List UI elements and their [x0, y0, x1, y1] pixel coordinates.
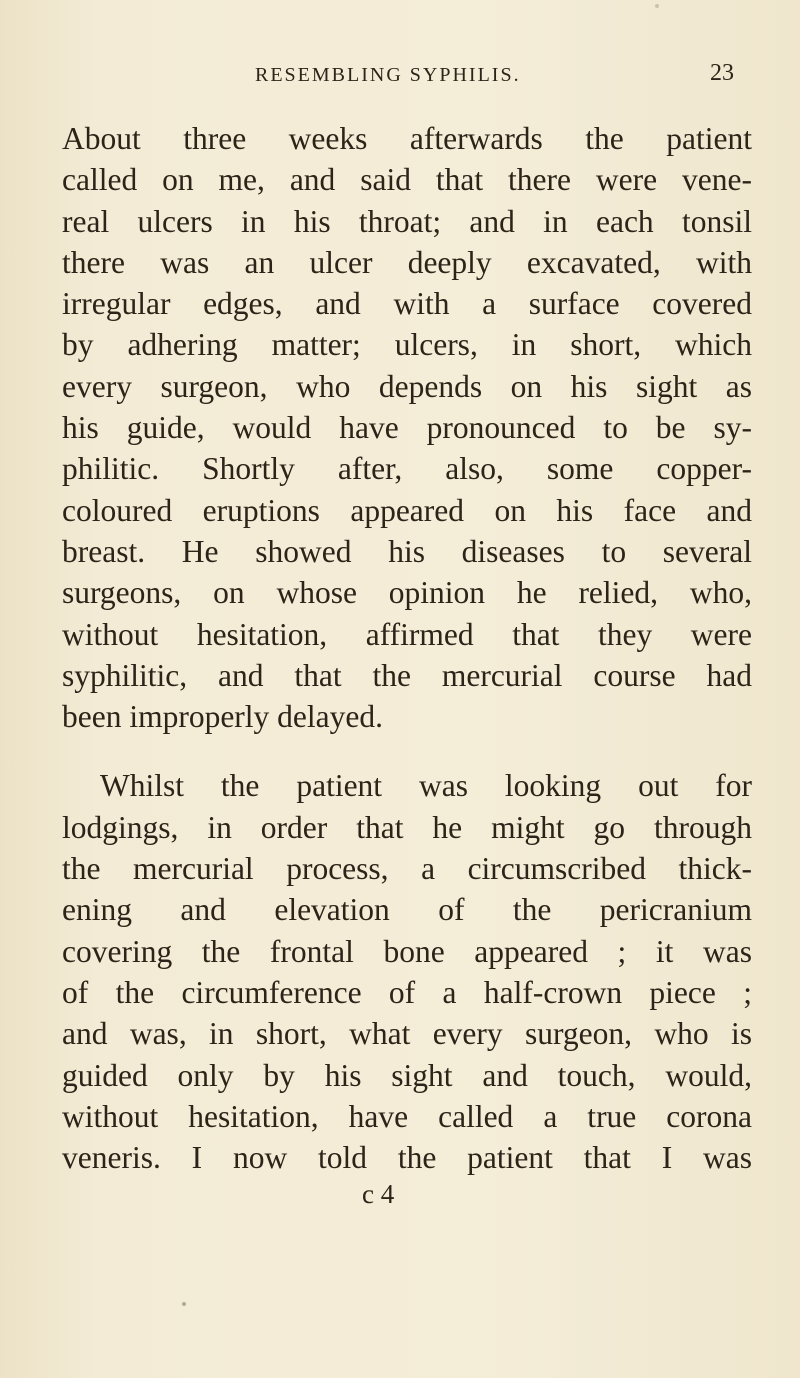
text-line: called on me, and said that there were vene-: [62, 162, 752, 198]
text-line: and was, in short, what every surgeon, who is: [62, 1016, 752, 1052]
paragraph-gap: [62, 737, 752, 765]
text-line: veneris. I now told the patient that I was: [62, 1140, 752, 1176]
text-line: of the circumference of a half-crown piece ;: [62, 974, 752, 1010]
text-line: been improperly delayed.: [62, 699, 383, 735]
paragraph-1: [62, 118, 752, 737]
text-line: ening and elevation of the pericranium: [62, 892, 752, 928]
text-line: by adhering matter; ulcers, in short, which: [62, 327, 752, 363]
text-line: lodgings, in order that he might go through: [62, 809, 752, 845]
signature-mark: c 4: [362, 1179, 395, 1210]
running-head: [0, 60, 800, 100]
text-line: without hesitation, have called a true corona: [62, 1098, 752, 1134]
text-line: Whilst the patient was looking out for: [100, 768, 752, 804]
text-line: every surgeon, who depends on his sight as: [62, 368, 752, 404]
text-line: About three weeks afterwards the patient: [62, 121, 752, 156]
text-line: philitic. Shortly after, also, some copper-: [62, 451, 752, 487]
text-line: breast. He showed his diseases to several: [62, 533, 752, 569]
page-number: 23: [710, 60, 734, 86]
text-line: there was an ulcer deeply excavated, with: [62, 244, 752, 280]
text-line: coloured eruptions appeared on his face and: [62, 492, 752, 528]
paper-speck: [655, 4, 659, 8]
text-line: the mercurial process, a circumscribed thick-: [62, 851, 752, 887]
text-line: syphilitic, and that the mercurial course had: [62, 657, 752, 693]
paper-speck: [182, 1302, 186, 1306]
text-line: without hesitation, affirmed that they were: [62, 616, 752, 652]
paragraph-2: [62, 765, 752, 1178]
text-line: guided only by his sight and touch, would,: [62, 1057, 752, 1093]
text-line: his guide, would have pronounced to be sy-: [62, 410, 752, 446]
text-line: covering the frontal bone appeared ; it was: [62, 933, 752, 969]
text-line: surgeons, on whose opinion he relied, who,: [62, 575, 752, 611]
body-text: [62, 118, 752, 1210]
running-title: RESEMBLING SYPHILIS.: [255, 64, 521, 86]
text-line: real ulcers in his throat; and in each tonsil: [62, 203, 752, 239]
text-line: irregular edges, and with a surface covered: [62, 286, 752, 322]
